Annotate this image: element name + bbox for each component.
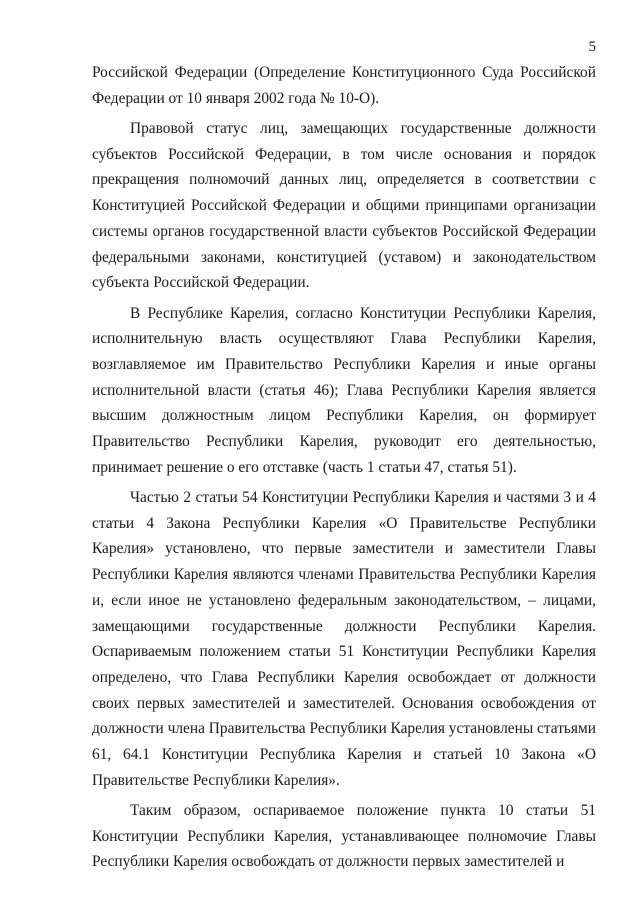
paragraph-government-members: Частью 2 статьи 54 Конституции Республики Карелия и частями 3 и 4 статьи 4 Закона Республики Карелия «О Правительстве Республики Карелия» установлено, что первые заместители и заместители Главы Республики Карелия являются членами Правительства Республики Карелия и, если иное не установлено федеральным законодательством, – лицами, замещающими государственные должности Республики Карелия. Оспариваемым положением статьи 51 Конституции Республики Карелия определено, что Глава Республики Карелия освобождает от должности своих первых заместителей и заместителей. Основания освобождения от должности члена Правительства Республики Карелия установлены статьями 61, 64.1 Конституции Республика Карелия и статьей 10 Закона «О Правительстве Республики Карелия». <box>92 489 596 789</box>
page-number: 5 <box>588 39 596 55</box>
paragraph-conclusion: Таким образом, оспариваемое положение пункта 10 статьи 51 Конституции Республики Карелия, устанавливающее полномочие Главы Республики Карелия освобождать от должности первых заместителей и <box>92 802 596 871</box>
paragraph-legal-status: Правовой статус лиц, замещающих государственные должности субъектов Российской Федерации, в том числе основания и порядок прекращения полномочий данных лиц, определяется в соответствии с Конституцией Российской Федерации и общими принципами организации системы органов государственной власти субъектов Российской Федерации федеральными законами, конституцией (уставом) и законодательством субъекта Российской Федерации. <box>92 120 596 292</box>
paragraph-executive-power: В Республике Карелия, согласно Конституции Республики Карелия, исполнительную власть осуществляют Глава Республики Карелия, возглавляемое им Правительство Республики Карелия и иные органы исполнительной власти (статья 46); Глава Республики Карелия является высшим должностным лицом Республики Карелия, он формирует Правительство Республики Карелия, руководит его деятельностью, принимает решение о его отставке (часть 1 статьи 47, статья 51). <box>92 304 596 476</box>
paragraph-continuation: Российской Федерации (Определение Конституционного Суда Российской Федерации от 10 января 2002 года № 10-О). <box>92 64 596 107</box>
document-body <box>92 60 596 875</box>
